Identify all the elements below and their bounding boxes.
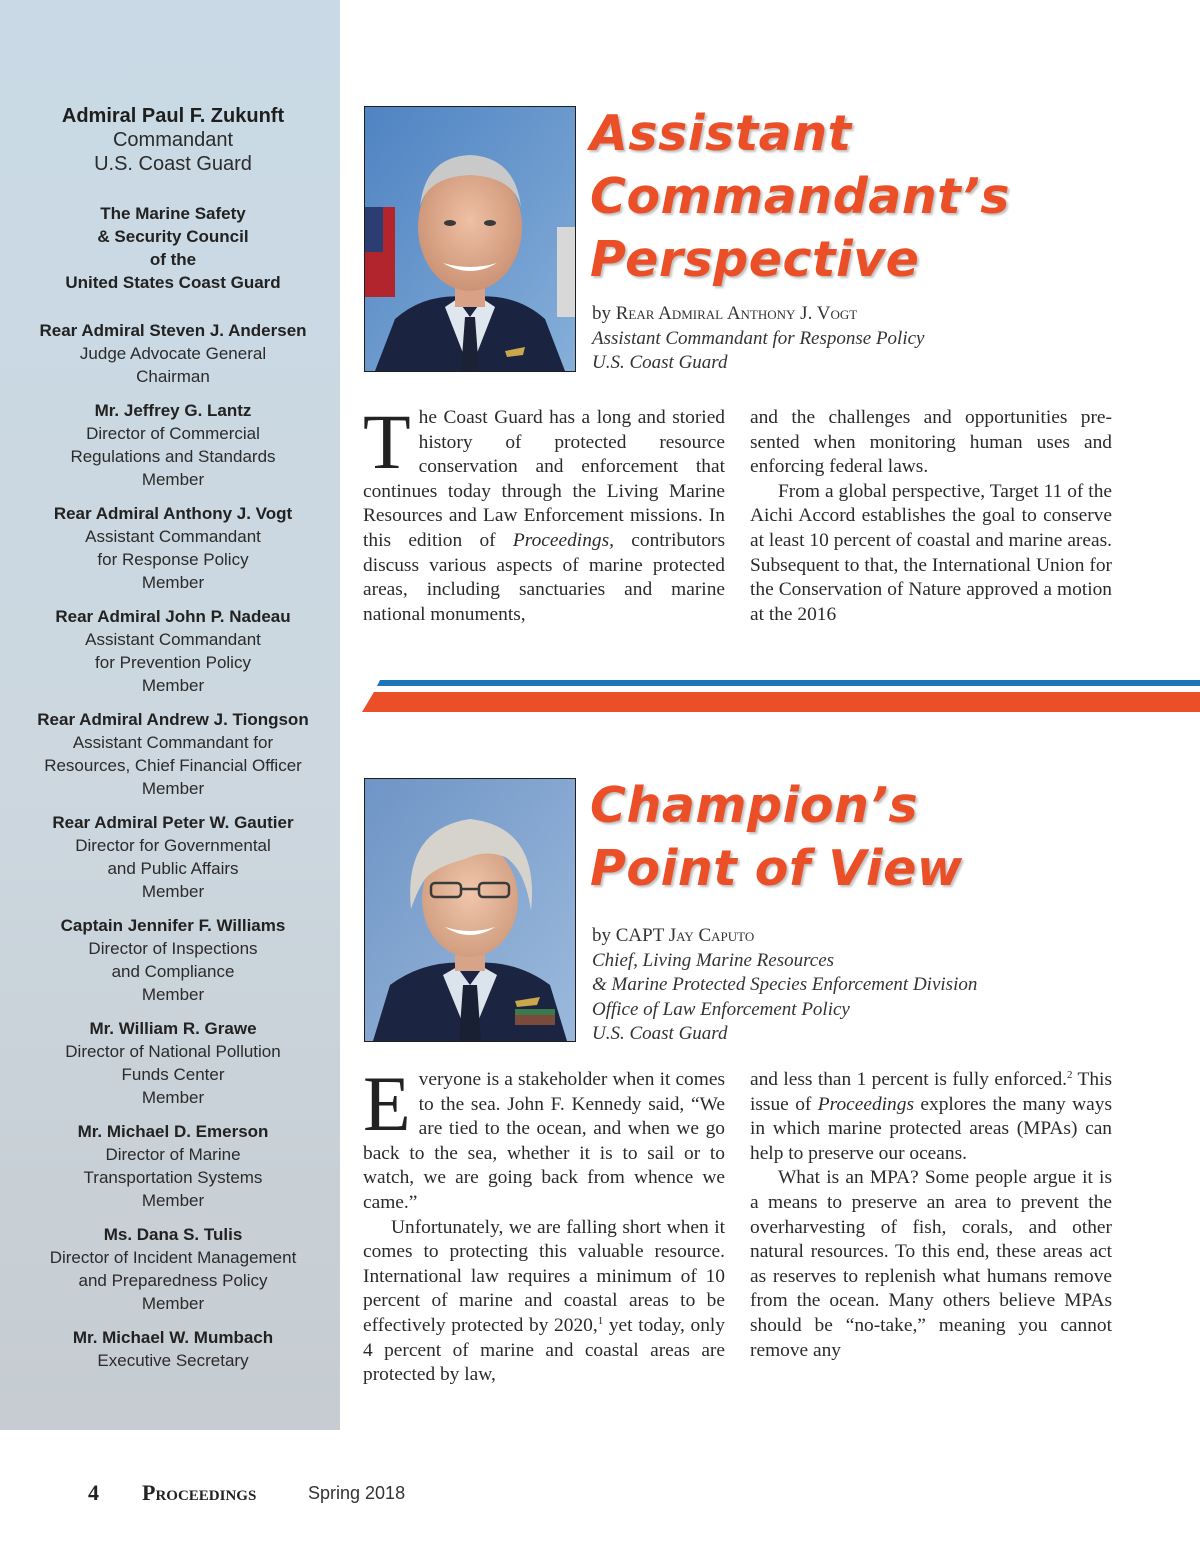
member-role-line: for Response Policy: [97, 550, 249, 569]
member-name: Rear Admiral Anthony J. Vogt: [53, 504, 293, 523]
article2-title: [590, 774, 963, 900]
publication-name: Proceedings,: [512, 529, 614, 551]
member-role-line: Executive Secretary: [97, 1351, 249, 1370]
member-role-line: Member: [141, 985, 205, 1004]
member-role-line: Transportation Systems: [83, 1168, 263, 1187]
member-role-line: Regulations and Standards: [70, 447, 276, 466]
council-line: United States Coast Guard: [65, 273, 281, 292]
article2-column-1: [363, 1060, 725, 1388]
council-member: [0, 914, 346, 1006]
article1-title-line: Perspective: [590, 231, 920, 288]
council-member: [0, 1223, 346, 1315]
member-role-line: Member: [141, 1191, 205, 1210]
member-role-line: Assistant Commandant: [85, 630, 261, 649]
commandant-block: [0, 104, 346, 176]
member-role-line: Director of National Pollution: [65, 1042, 281, 1061]
article2-byline: [592, 924, 977, 1047]
council-member: [0, 502, 346, 594]
member-role-line: Judge Advocate General: [79, 344, 267, 363]
member-role-line: Assistant Commandant for: [72, 733, 274, 752]
article2-title-line: Champion’s: [590, 777, 919, 834]
article1-text: contributors discuss various aspects of marine protected areas, including sanctuaries and marine national monuments,: [363, 529, 725, 625]
footnote-ref: 1: [597, 1314, 604, 1327]
publication-name: Proceedings: [817, 1093, 914, 1115]
article1-title-line: Assistant: [590, 105, 852, 162]
council-member: [0, 399, 346, 491]
section-divider: [362, 678, 1200, 714]
member-role-line: Director for Governmental: [75, 836, 271, 855]
member-role-line: Director of Commercial: [86, 424, 260, 443]
member-role-line: and Compliance: [111, 962, 235, 981]
article1-text: he Coast Guard has a long and storied history of protected resource conservation and enforcement that continues today through the Living Marine Resources and Law Enforcement missions. In this edition of: [363, 407, 725, 551]
publication-title: Proceedings: [142, 1480, 257, 1505]
member-role-line: and Preparedness Policy: [78, 1271, 268, 1290]
member-name: Mr. Michael D. Emerson: [77, 1122, 269, 1141]
article2-text: This issue of: [750, 1069, 1112, 1115]
council-member: [0, 1326, 346, 1372]
member-role-line: Director of Marine: [105, 1145, 241, 1164]
council-member: [0, 708, 346, 800]
caputo-portrait-image: [365, 779, 575, 1041]
member-role-line: and Public Affairs: [107, 859, 239, 878]
council-heading: [0, 202, 346, 294]
member-name: Rear Admiral Andrew J. Tiongson: [37, 710, 309, 729]
council-members-list: [0, 319, 346, 1383]
article2-author-role: & Marine Protected Species Enforcement Division: [592, 974, 978, 995]
divider-stripe-blue: [377, 680, 1200, 686]
member-role-line: Funds Center: [121, 1065, 225, 1084]
byline-by: by: [592, 303, 611, 324]
article2-author-org: U.S. Coast Guard: [592, 1023, 728, 1044]
member-role-line: for Prevention Policy: [95, 653, 251, 672]
member-name: Mr. William R. Grawe: [89, 1019, 257, 1038]
article2-dropcap: E: [363, 1060, 411, 1147]
member-role-line: Member: [141, 882, 205, 901]
member-name: Mr. Jeffrey G. Lantz: [94, 401, 252, 420]
article2-column-2: [750, 1068, 1112, 1363]
article2-text: explores the many ways in which marine protected areas (MPAs) can help to preserve our oceans.: [750, 1093, 1112, 1164]
commandant-org: U.S. Coast Guard: [94, 153, 252, 175]
article2-author: CAPT Jay Caputo: [615, 925, 755, 946]
issue-date: Spring 2018: [308, 1483, 406, 1503]
page-number: 4: [88, 1480, 99, 1505]
member-role-line: Member: [141, 676, 205, 695]
divider-stripe-orange: [362, 692, 1200, 712]
article1-column-1: [363, 398, 725, 627]
member-role-line: Member: [141, 1088, 205, 1107]
article1-column-2: [750, 406, 1112, 627]
article1-author-org: U.S. Coast Guard: [592, 352, 728, 373]
member-role-line: Director of Inspections: [88, 939, 258, 958]
member-name: Rear Admiral John P. Nadeau: [55, 607, 291, 626]
member-name: Rear Admiral Peter W. Gautier: [52, 813, 294, 832]
member-role-line: Assistant Commandant: [85, 527, 261, 546]
footnote-ref: 2: [1067, 1069, 1073, 1081]
member-role-line: Member: [141, 573, 205, 592]
article2-title-line: Point of View: [590, 840, 963, 897]
council-member: [0, 1120, 346, 1212]
article1-title: [590, 102, 1010, 291]
article2-text: Unfortunately, we are falling short when it comes to protecting this valuable resource. International law requires a minimum of 10 percent of marine and coastal areas to be effectively protected by 2020,: [363, 1216, 725, 1336]
article1-paragraph: From a global perspective, Target 11 of the Aichi Accord establishes the goal to conserve at least 10 percent of coastal and marine areas. Subsequent to that, the International Union for the Conservation of Nature approved a motion at the 2016: [750, 480, 1112, 625]
article1-author: Rear Admiral Anthony J. Vogt: [615, 303, 858, 324]
article2-author-role: Office of Law Enforcement Policy: [592, 998, 850, 1020]
member-name: Rear Admiral Steven J. Andersen: [39, 321, 307, 340]
council-member: [0, 605, 346, 697]
article2-paragraph: What is an MPA? Some people argue it is a means to preserve an area to prevent the overharvesting of fish, corals, and other natural resources. To this end, these areas act as reserves to replenish what humans remove from the ocean. Many others believe MPAs should be “no-take,” meaning you cannot remove any: [750, 1167, 1112, 1361]
commandant-title: Commandant: [112, 129, 234, 151]
article1-byline: [592, 302, 924, 376]
commandant-name: Admiral Paul F. Zukunft: [61, 105, 285, 127]
council-member: [0, 1017, 346, 1109]
council-member: [0, 811, 346, 903]
council-line: The Marine Safety: [100, 204, 246, 223]
article1-paragraph: and the challenges and opportunities presented when monitoring human uses and enforcing federal laws.: [750, 407, 1112, 478]
masthead-sidebar: [0, 0, 340, 1430]
member-name: Captain Jennifer F. Williams: [60, 916, 286, 935]
council-line: of the: [149, 250, 197, 269]
article1-dropcap: T: [363, 398, 411, 485]
member-role-line: Member: [141, 1294, 205, 1313]
article1-author-role: Assistant Commandant for Response Policy: [592, 327, 925, 349]
member-role-line: Resources, Chief Financial Officer: [44, 756, 302, 775]
vogt-portrait: [364, 106, 576, 372]
member-name: Mr. Michael W. Mumbach: [72, 1328, 274, 1347]
member-role-line: Director of Incident Management: [49, 1248, 297, 1267]
caputo-portrait: [364, 778, 576, 1042]
member-name: Ms. Dana S. Tulis: [103, 1225, 243, 1244]
article2-text: veryone is a stakeholder when it comes to the sea. John F. Kennedy said, “We are tied to the ocean, and when we go back to the sea, whether it is to sail or to watch, we are going back from whence we came.”: [363, 1069, 725, 1213]
vogt-portrait-image: [365, 107, 575, 371]
member-role-line: Member: [141, 470, 205, 489]
council-member: [0, 319, 346, 388]
article2-text: yet today, only 4 percent of marine and coastal areas are protected by law,: [363, 1314, 725, 1386]
article1-title-line: Commandant’s: [590, 168, 1010, 225]
article2-author-role: Chief, Living Marine Resources: [592, 949, 835, 971]
member-role-line: Member: [141, 779, 205, 798]
article2-text: and less than 1 percent is fully enforced.: [750, 1069, 1067, 1090]
council-line: & Security Council: [97, 227, 249, 246]
member-role-line: Chairman: [136, 367, 210, 386]
byline-by: by: [592, 925, 611, 946]
